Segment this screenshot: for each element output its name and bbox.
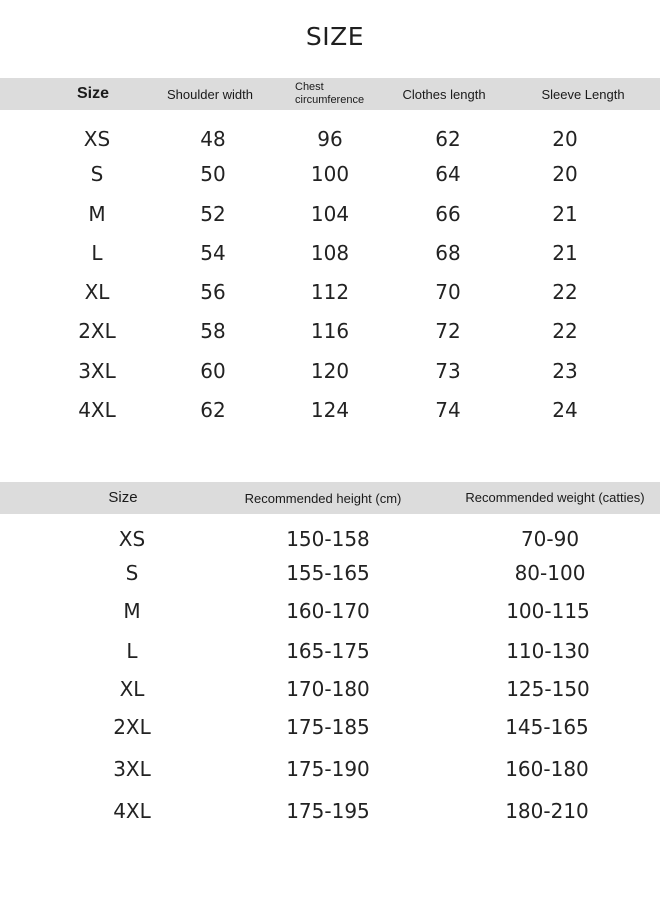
shoulder-cell: 48 [200,127,226,151]
height-cell: 170-180 [286,677,370,701]
sleeve-cell: 23 [552,359,578,383]
weight-cell: 145-165 [505,715,589,739]
header-recommended-height: Recommended height (cm) [244,491,402,506]
weight-cell: 125-150 [506,677,590,701]
sleeve-cell: 20 [552,127,578,151]
table-row [0,160,660,188]
height-cell: 175-185 [286,715,370,739]
size-cell: 2XL [78,319,116,343]
size-cell: 3XL [78,359,116,383]
header-chest-circumference [295,81,364,107]
shoulder-cell: 50 [200,162,226,186]
header-size: Size [108,489,138,506]
chest-cell: 112 [310,280,350,304]
height-cell: 155-165 [286,561,370,585]
table-row [0,200,660,228]
size-cell: 3XL [113,757,151,781]
height-cell: 160-170 [286,599,370,623]
size-cell: M [123,599,141,623]
table-row [0,317,660,345]
weight-cell: 80-100 [514,561,586,585]
weight-cell: 160-180 [505,757,589,781]
size-cell: XS [118,527,146,551]
header-size: Size [76,85,110,102]
size-cell: S [125,561,139,585]
header-sleeve-length: Sleeve Length [541,87,625,102]
sleeve-cell: 22 [552,280,578,304]
length-cell: 62 [435,127,461,151]
sleeve-cell: 21 [552,241,578,265]
height-cell: 150-158 [286,527,370,551]
size-cell: M [88,202,106,226]
size-cell: L [91,241,103,265]
chest-cell: 96 [317,127,343,151]
length-cell: 72 [435,319,461,343]
size-cell: S [90,162,104,186]
shoulder-cell: 60 [200,359,226,383]
sleeve-cell: 21 [552,202,578,226]
table-row [0,525,660,553]
size-cell: L [126,639,138,663]
length-cell: 73 [435,359,461,383]
shoulder-cell: 54 [200,241,226,265]
header-chest-line2: circumference [295,94,365,106]
shoulder-cell: 62 [200,398,226,422]
size-cell: 2XL [113,715,151,739]
size-cell: XS [83,127,111,151]
table-row [0,713,660,741]
size-cell: 4XL [78,398,116,422]
sleeve-cell: 20 [552,162,578,186]
header-clothes-length: Clothes length [402,87,486,102]
chest-cell: 108 [310,241,350,265]
size-cell: XL [84,280,110,304]
shoulder-cell: 58 [200,319,226,343]
table-row [0,396,660,424]
length-cell: 64 [435,162,461,186]
shoulder-cell: 52 [200,202,226,226]
page-title: SIZE [305,22,365,51]
sleeve-cell: 24 [552,398,578,422]
header-recommended-weight: Recommended weight (catties) [465,490,645,505]
length-cell: 70 [435,280,461,304]
table-row [0,239,660,267]
height-cell: 165-175 [286,639,370,663]
height-cell: 175-190 [286,757,370,781]
weight-cell: 70-90 [520,527,580,551]
table-row [0,637,660,665]
shoulder-cell: 56 [200,280,226,304]
measurement-table-header [0,78,660,110]
table-row [0,559,660,587]
chest-cell: 104 [310,202,350,226]
size-cell: 4XL [113,799,151,823]
table-row [0,755,660,783]
chest-cell: 100 [310,162,350,186]
table-row [0,675,660,703]
weight-cell: 100-115 [506,599,590,623]
weight-cell: 180-210 [505,799,589,823]
sleeve-cell: 22 [552,319,578,343]
header-chest-line1: Chest [295,81,324,93]
header-shoulder-width: Shoulder width [167,87,253,102]
table-row [0,357,660,385]
length-cell: 68 [435,241,461,265]
chest-cell: 116 [310,319,350,343]
table-row [0,597,660,625]
chest-cell: 124 [310,398,350,422]
length-cell: 74 [435,398,461,422]
table-row [0,125,660,153]
table-row [0,278,660,306]
chest-cell: 120 [310,359,350,383]
height-cell: 175-195 [286,799,370,823]
recommendation-table-header [0,482,660,514]
size-cell: XL [119,677,145,701]
table-row [0,797,660,825]
weight-cell: 110-130 [506,639,590,663]
length-cell: 66 [435,202,461,226]
